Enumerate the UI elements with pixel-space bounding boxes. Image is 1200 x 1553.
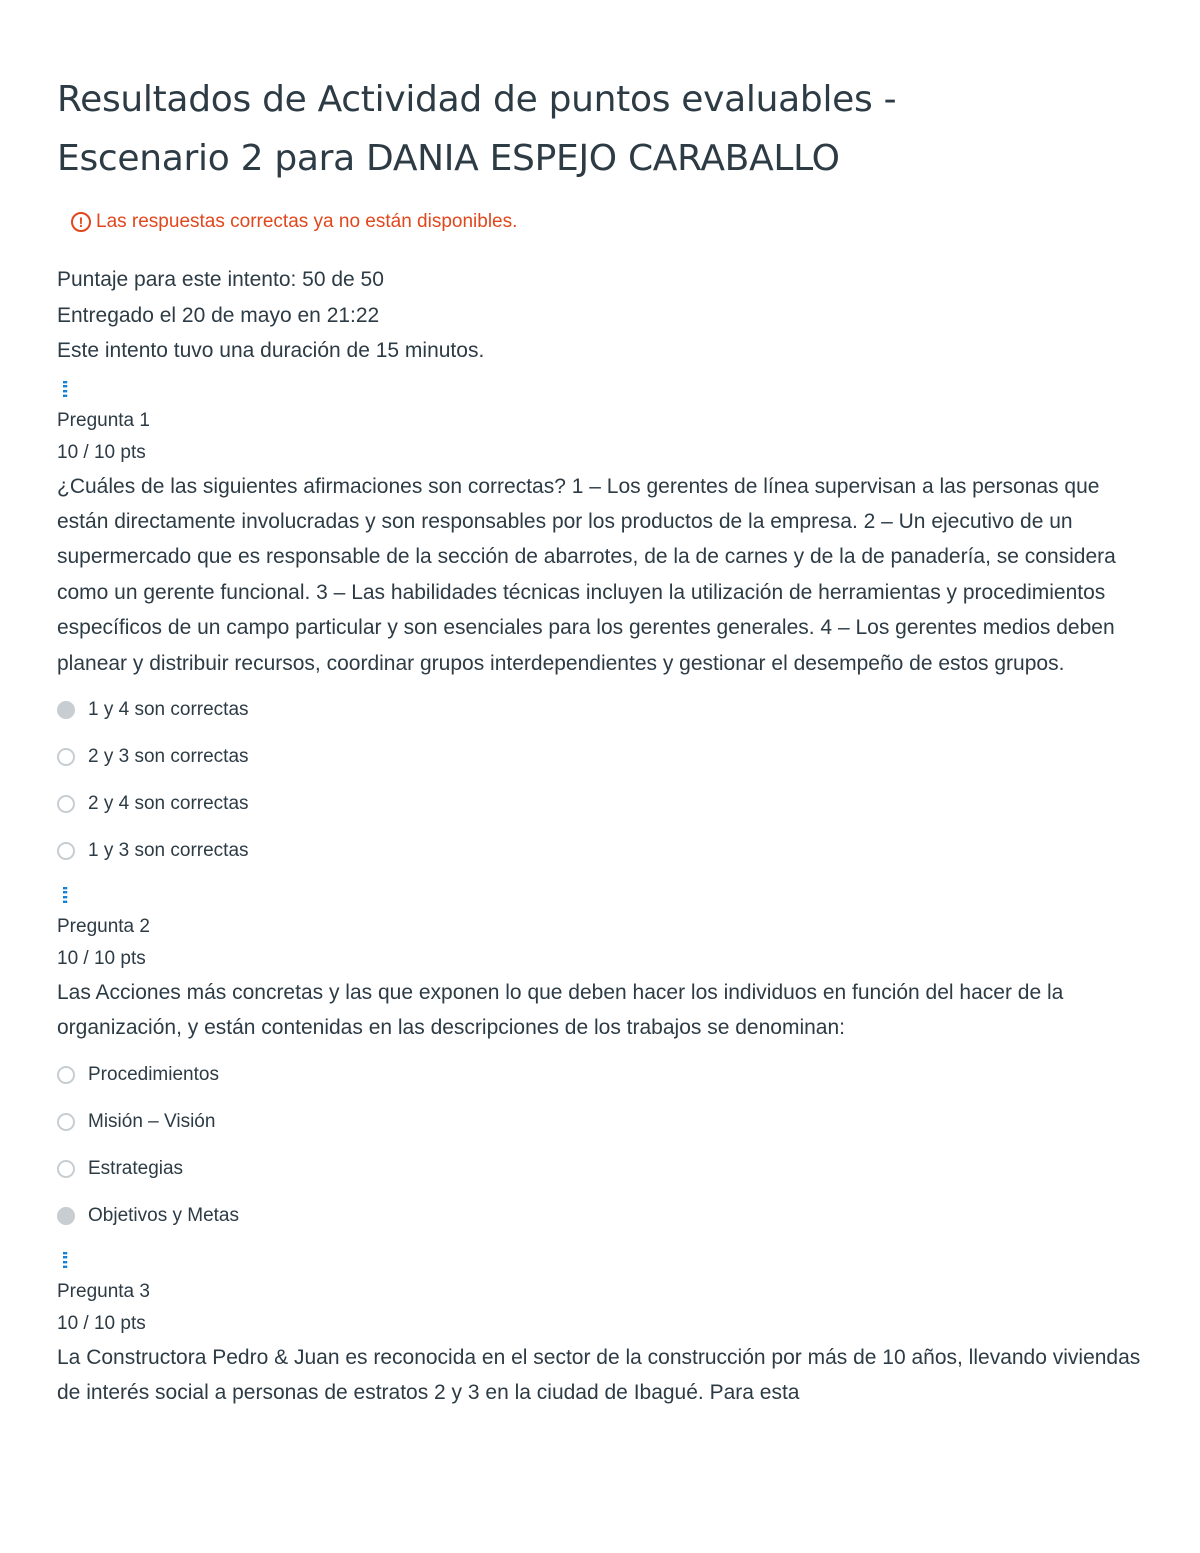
question-title: Pregunta 2: [57, 915, 150, 937]
question-3: [57, 1248, 1147, 1411]
answer-label: 1 y 4 son correctas: [88, 699, 249, 721]
question-text: Las Acciones más concretas y las que exponen lo que deben hacer los individuos en función del hacer de la organización, y están contenidas en las descripciones de los trabajos se denominan:: [57, 980, 1064, 1040]
answer-label: 2 y 4 son correctas: [88, 793, 249, 815]
attempt-summary: [57, 262, 1147, 369]
answer-option[interactable]: [57, 781, 1147, 828]
attempt-submitted: Entregado el 20 de mayo en 21:22: [57, 303, 380, 327]
drag-handle-icon[interactable]: ⁞⁞: [61, 376, 66, 402]
question-2: [57, 883, 1147, 1240]
answer-label: 2 y 3 son correctas: [88, 746, 249, 768]
exclamation-circle-icon: !: [71, 212, 91, 232]
radio-unselected[interactable]: [57, 1113, 75, 1131]
answer-option[interactable]: [57, 1099, 1147, 1146]
question-1: [57, 377, 1147, 875]
radio-unselected[interactable]: [57, 748, 75, 766]
answer-label: Objetivos y Metas: [88, 1205, 239, 1227]
page-title: [57, 70, 1147, 188]
radio-unselected[interactable]: [57, 1066, 75, 1084]
answers-unavailable-notice: [71, 210, 1147, 234]
page-title-line1: Resultados de Actividad de puntos evaluables -: [57, 79, 897, 120]
answer-option[interactable]: [57, 1052, 1147, 1099]
answer-option[interactable]: [57, 1146, 1147, 1193]
drag-handle-icon[interactable]: ⁞⁞: [61, 882, 66, 908]
answer-label: Estrategias: [88, 1158, 184, 1180]
drag-handle-icon[interactable]: ⁞⁞: [61, 1247, 66, 1273]
answer-option[interactable]: [57, 687, 1147, 734]
question-points: 10 / 10 pts: [57, 1312, 146, 1334]
page-title-line2: Escenario 2 para DANIA ESPEJO CARABALLO: [57, 138, 840, 179]
attempt-duration: Este intento tuvo una duración de 15 minutos.: [57, 339, 485, 362]
notice-text: Las respuestas correctas ya no están disponibles.: [96, 211, 518, 232]
radio-unselected[interactable]: [57, 842, 75, 860]
answer-label: Procedimientos: [88, 1064, 219, 1086]
question-points: 10 / 10 pts: [57, 947, 146, 969]
question-points: 10 / 10 pts: [57, 441, 146, 463]
answer-option[interactable]: [57, 1193, 1147, 1240]
quiz-results-page: [57, 70, 1147, 1411]
answer-list: [57, 1052, 1147, 1240]
answer-list: [57, 687, 1147, 875]
answer-option[interactable]: [57, 828, 1147, 875]
answer-label: 1 y 3 son correctas: [88, 840, 249, 862]
question-title: Pregunta 1: [57, 409, 150, 431]
answer-option[interactable]: [57, 734, 1147, 781]
question-text: ¿Cuáles de las siguientes afirmaciones son correctas? 1 – Los gerentes de línea supervisan a las personas que están directamente involucradas y son responsables por los productos de la empresa. 2 – Un ejecutivo de un supermercado que es responsable de la sección de abarrotes, de la de carnes y de la de panadería, se considera como un gerente funcional. 3 – Las habilidades técnicas incluyen la utilización de herramientas y procedimientos específicos de un campo particular y son esenciales para los gerentes generales. 4 – Los gerentes medios deben planear y distribuir recursos, coordinar grupos interdependientes y gestionar el desempeño de estos grupos.: [57, 474, 1116, 675]
attempt-score: Puntaje para este intento: 50 de 50: [57, 268, 384, 291]
radio-unselected[interactable]: [57, 1160, 75, 1178]
radio-unselected[interactable]: [57, 795, 75, 813]
question-title: Pregunta 3: [57, 1280, 150, 1302]
question-text: La Constructora Pedro & Juan es reconocida en el sector de la construcción por más de 10 años, llevando viviendas de interés social a personas de estratos 2 y 3 en la ciudad de Ibagué. Para esta: [57, 1345, 1141, 1405]
radio-selected[interactable]: [57, 701, 75, 719]
answer-label: Misión – Visión: [88, 1111, 216, 1133]
radio-selected[interactable]: [57, 1207, 75, 1225]
